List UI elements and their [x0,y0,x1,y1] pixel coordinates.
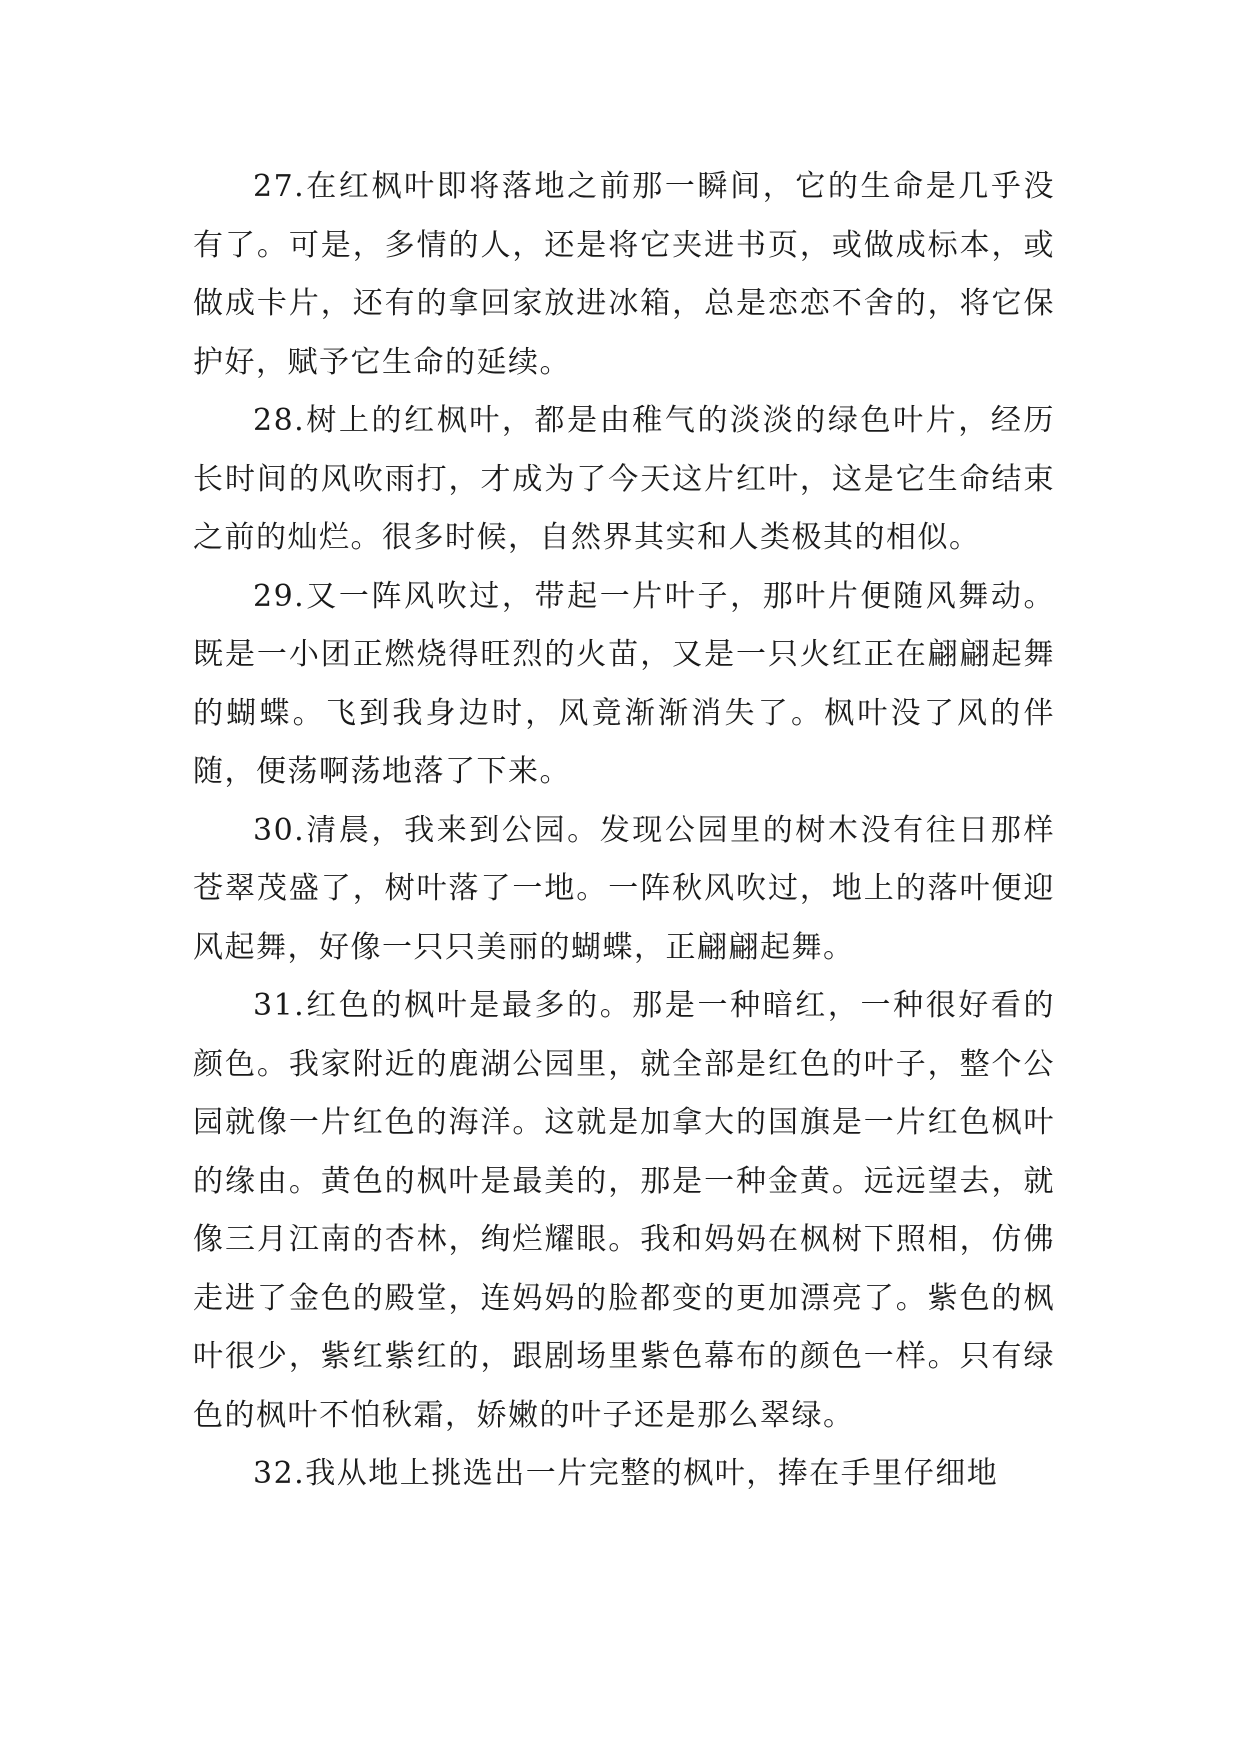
paragraph-30: 30.清晨，我来到公园。发现公园里的树木没有往日那样苍翠茂盛了，树叶落了一地。一阵秋风吹过，地上的落叶便迎风起舞，好像一只只美丽的蝴蝶，正翩翩起舞。 [193,812,1055,965]
paragraph-32: 32.我从地上挑选出一片完整的枫叶，捧在手里仔细地 [253,1456,999,1491]
paragraph-28: 28.树上的红枫叶，都是由稚气的淡淡的绿色叶片，经历长时间的风吹雨打，才成为了今天这片红叶，这是它生命结束之前的灿烂。很多时候，自然界其实和人类极其的相似。 [193,403,1055,555]
paragraph-31: 31.红色的枫叶是最多的。那是一种暗红，一种很好看的颜色。我家附近的鹿湖公园里，就全部是红色的叶子，整个公园就像一片红色的海洋。这就是加拿大的国旗是一片红色枫叶的缘由。黄色的枫叶是最美的，那是一种金黄。远远望去，就像三月江南的杏林，绚烂耀眼。我和妈妈在枫树下照相，仿佛走进了金色的殿堂，连妈妈的脸都变的更加漂亮了。紫色的枫叶很少，紫红紫红的，跟剧场里紫色幕布的颜色一样。只有绿色的枫叶不怕秋霜，娇嫩的叶子还是那么翠绿。 [193,988,1055,1433]
document-page [193,158,1055,1504]
paragraph-27: 27.在红枫叶即将落地之前那一瞬间，它的生命是几乎没有了。可是，多情的人，还是将它夹进书页，或做成标本，或做成卡片，还有的拿回家放进冰箱，总是恋恋不舍的，将它保护好，赋予它生命的延续。 [193,169,1055,380]
paragraph-29: 29.又一阵风吹过，带起一片叶子，那叶片便随风舞动。既是一小团正燃烧得旺烈的火苗，又是一只火红正在翩翩起舞的蝴蝶。飞到我身边时，风竟渐渐消失了。枫叶没了风的伴随，便荡啊荡地落了下来。 [193,578,1055,789]
